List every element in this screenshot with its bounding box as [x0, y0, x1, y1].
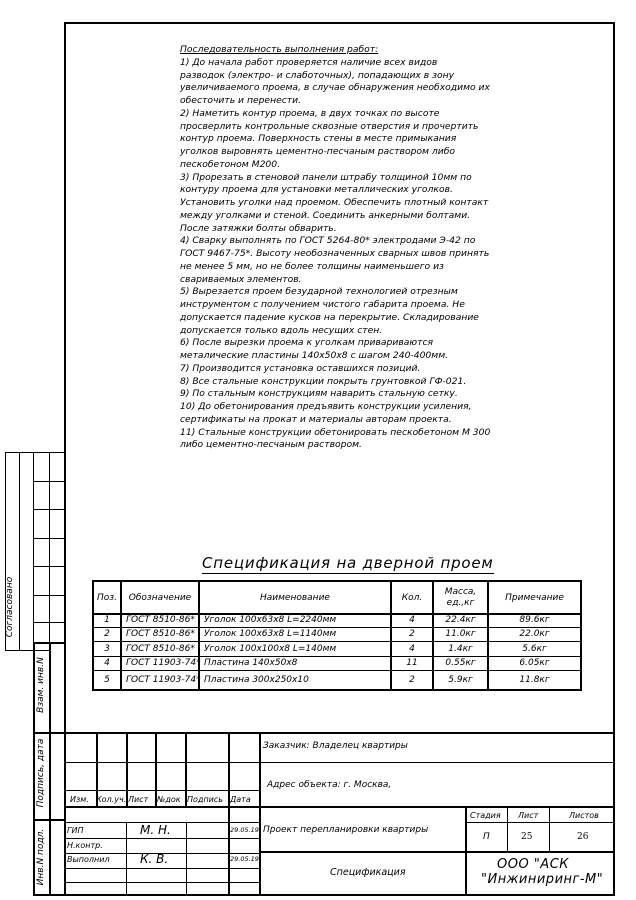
spec-cell-pos: 3: [104, 643, 110, 654]
notes-line: 11) Стальные конструкции обетонировать пескобетоном М 300: [180, 426, 491, 438]
notes-line: сертификаты на прокат и материалы авторам проекта.: [180, 413, 452, 425]
sheet-value: 25: [521, 832, 533, 842]
sheets-value: 26: [577, 832, 589, 842]
notes-line: обесточить и перенести.: [180, 95, 302, 106]
col-sheet: Лист: [128, 795, 149, 804]
spec-cell-note: 89.6кг: [519, 615, 550, 625]
notes-line: Установить уголки над проемом. Обеспечить плотный контакт: [180, 197, 489, 208]
header-note: Примечание: [505, 592, 564, 603]
header-name: Наименование: [260, 592, 330, 603]
notes-line: 8) Все стальные конструкции покрыть грунтовкой ГФ-021.: [180, 375, 467, 387]
notes-line: пескобетоном М200.: [180, 158, 281, 170]
header-mass: [434, 582, 487, 613]
address-text: Адрес объекта: г. Москва,: [267, 780, 392, 790]
spec-cell-pos: 5: [104, 674, 110, 685]
notes-line: свариваемых элементов.: [180, 273, 302, 285]
notes-line: уголков выровнять цементно-песчаным раствором либо: [180, 146, 456, 157]
spec-cell-pos: 4: [104, 658, 110, 668]
notes-line: просверлить контрольные сквозные отверстия и прочертить: [180, 120, 479, 132]
notes-line: металические пластины 140х50х8 с шагом 240-400мм.: [180, 350, 449, 361]
notes-line: ГОСТ 9467-75*. Высоту необозначенных сварных швов принять: [180, 248, 490, 259]
notes-line: После затяжки болты обварить.: [180, 222, 337, 234]
header-qty: Кол.: [401, 592, 423, 603]
notes-line: 3) Прорезать в стеновой панели штрабу толщиной 10мм по: [180, 171, 472, 183]
work-sequence-notes: [180, 44, 510, 452]
spec-cell-mass: 22.4кг: [445, 615, 476, 625]
notes-line: 5) Вырезается проем безударной технологией отрезным: [180, 286, 458, 298]
spec-cell-name: Уголок 100х100х8 L=140мм: [204, 643, 337, 654]
notes-line: не менее 5 мм, но не более толщины наименьшего из: [180, 260, 444, 272]
stage-value: П: [483, 832, 490, 842]
role-label: Выполнил: [67, 855, 110, 864]
notes-line: 9) По стальным конструкциям наварить стальную сетку.: [180, 388, 458, 400]
org-line1: ООО "АСК: [497, 857, 570, 872]
notes-line: разводок (электро- и слаботочных), попадающих в зону: [180, 69, 455, 81]
spec-cell-designation: ГОСТ 8510-86*: [126, 615, 195, 625]
spec-cell-qty: 11: [406, 658, 418, 668]
spec-cell-note: 6.05кг: [519, 658, 550, 668]
inv-replace-label: Взам. инв.N: [36, 657, 46, 713]
role-date: 29.05.19: [230, 855, 259, 863]
notes-line: 4) Сварку выполнять по ГОСТ 5264-80* электродами Э-42 по: [180, 235, 476, 247]
stage-label: Стадия: [470, 811, 501, 820]
notes-line: 6) После вырезки проема к уголкам привариваются: [180, 337, 434, 349]
project-text: Проект перепланировки квартиры: [263, 825, 429, 835]
col-qty-uch: Кол.уч.: [96, 795, 127, 804]
notes-line: контуру проема для установки металлических уголков.: [180, 184, 453, 196]
col-doc: №док: [157, 795, 181, 804]
notes-line: 10) До обетонирования предъявить конструкции усиления,: [180, 401, 472, 412]
spec-cell-name: Уголок 100х63х8 L=1140мм: [204, 629, 337, 639]
org-line2: "Инжиниринг-М": [481, 872, 604, 887]
doc-name-text: Спецификация: [330, 867, 406, 878]
notes-line: 7) Производится установка оставшихся позиций.: [180, 362, 421, 374]
role-label: Н.контр.: [67, 841, 103, 850]
spec-cell-designation: ГОСТ 11903-74*: [126, 674, 201, 685]
role-signature: К. В.: [140, 852, 169, 866]
notes-line: увеличиваемого проема, в случае обнаружения необходимо их: [180, 82, 490, 94]
spec-cell-qty: 4: [409, 615, 415, 625]
role-date: 29.05.19: [230, 826, 259, 834]
spec-cell-name: Пластина 300х250х10: [204, 674, 309, 685]
sign-date-label: Подпись, дата: [36, 738, 46, 808]
sheets-label: Листов: [569, 811, 599, 820]
notes-line: либо цементно-песчаным раствором.: [180, 439, 362, 451]
spec-cell-mass: 1.4кг: [448, 643, 473, 654]
col-sign: Подпись: [187, 795, 223, 804]
notes-line: контур проема. Поверхность стены в месте примыкания: [180, 133, 457, 145]
spec-cell-mass: 11.0кг: [445, 629, 476, 639]
header-pos: Поз.: [97, 592, 117, 603]
sheet-label: Лист: [518, 811, 539, 820]
role-label: ГИП: [67, 826, 84, 835]
inv-orig-label: Инв.N подл.: [36, 828, 46, 886]
col-change: Изм.: [70, 795, 89, 804]
notes-line: 1) До начала работ проверяется наличие всех видов: [180, 56, 438, 68]
spec-cell-designation: ГОСТ 8510-86*: [126, 643, 195, 654]
spec-cell-note: 11.8кг: [519, 674, 550, 685]
spec-cell-name: Уголок 100х63х8 L=2240мм: [204, 615, 337, 625]
spec-cell-qty: 2: [409, 674, 415, 685]
spec-cell-pos: 1: [104, 615, 110, 625]
spec-cell-note: 5.6кг: [522, 643, 547, 654]
spec-title: Спецификация на дверной проем: [202, 554, 494, 572]
col-date: Дата: [230, 795, 251, 804]
notes-heading: Последовательность выполнения работ:: [180, 44, 379, 55]
header-mass-line2: ед.,кг: [446, 597, 475, 608]
spec-cell-qty: 2: [409, 629, 415, 639]
notes-line: 2) Наметить контур проема, в двух точках по высоте: [180, 107, 440, 119]
header-designation: Обозначение: [128, 592, 192, 603]
notes-line: инструментом с получением чистого габарита проема. Не: [180, 299, 465, 310]
spec-cell-mass: 5.9кг: [448, 674, 473, 685]
spec-cell-designation: ГОСТ 11903-74*: [126, 658, 201, 668]
spec-cell-name: Пластина 140х50х8: [204, 658, 298, 668]
spec-cell-note: 22.0кг: [519, 629, 550, 639]
spec-cell-pos: 2: [104, 629, 110, 639]
notes-line: допускается падение кусков на перекрытие. Складирование: [180, 311, 479, 323]
notes-line: между уголками и стеной. Соединить анкерными болтами.: [180, 209, 471, 221]
spec-cell-designation: ГОСТ 8510-86*: [126, 629, 195, 639]
notes-lines: [180, 57, 510, 452]
customer-text: Заказчик: Владелец квартиры: [263, 741, 408, 751]
agreed-label: Согласовано: [5, 576, 15, 638]
notes-line: допускается только вдоль несущих стен.: [180, 324, 383, 336]
spec-cell-mass: 0.55кг: [445, 658, 476, 668]
header-mass-line1: Масса,: [444, 586, 477, 597]
role-signature: М. Н.: [140, 823, 171, 837]
spec-cell-qty: 4: [409, 643, 415, 654]
